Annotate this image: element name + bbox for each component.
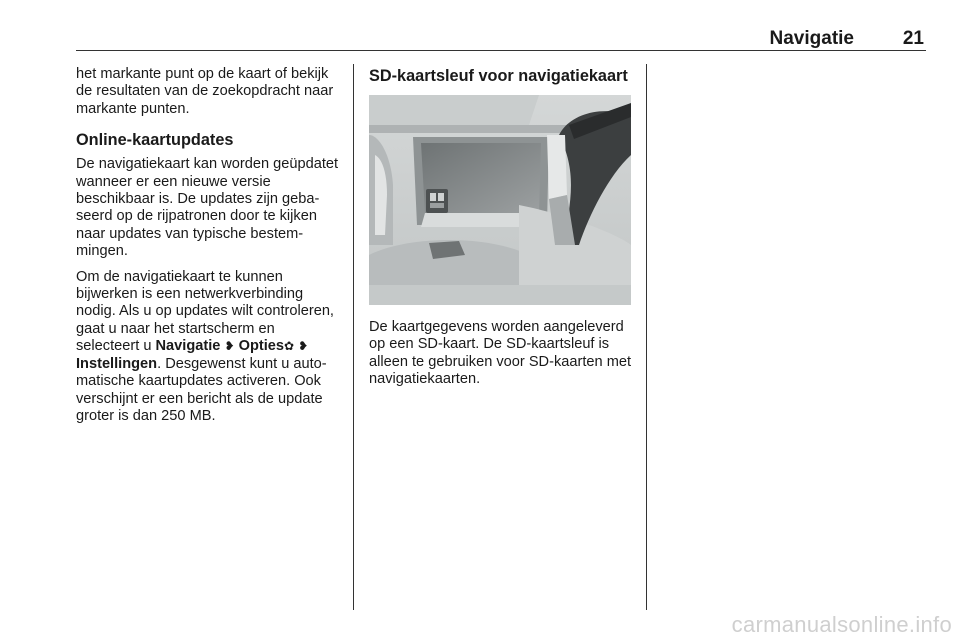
column-middle (369, 66, 633, 397)
section-heading-online-updates: Online-kaartupdates (76, 131, 234, 150)
sd-slot-illustration (369, 95, 631, 305)
column-divider (646, 64, 647, 610)
column-left (76, 66, 342, 433)
page-header (76, 28, 926, 51)
column-divider (353, 64, 354, 610)
watermark: carmanualsonline.info (731, 612, 952, 637)
paragraph-update-info: De navigatiekaart kan worden geüpdatet wanneer er een nieuwe versie beschikbaar is. De updates zijn gebaseerd op de rijpatronen door te kijken naar updates van typische bestemmingen. (76, 156, 339, 260)
paragraph-network: Om de navigatiekaart te kunnen bijwerken is een netwerkverbinding nodig. Als u op updates wilt controleren, gaat u naar het startscherm en selecteert u Navigatie ❥ Opties✿ ❥ Instellingen. Desgewenst kunt u automatische kaartupdates activeren. Ook verschijnt er een bericht als de update groter is dan 250 MB. (76, 268, 334, 424)
section-heading-sd-slot: SD-kaartsleuf voor navigatiekaart (369, 67, 628, 85)
arrow-icon: ❥ (298, 339, 309, 354)
page-number: 21 (902, 28, 924, 49)
menu-instellingen: Instellingen (76, 355, 158, 372)
menu-navigatie: Navigatie (155, 338, 221, 355)
arrow-icon: ❥ (224, 339, 235, 354)
paragraph-sd-card: De kaartgegevens worden aangeleverd op een SD-kaart. De SD-kaartsleuf is alleen te gebruiken voor SD-kaarten met navigatiekaarten. (369, 319, 632, 388)
paragraph-intro: het markante punt op de kaart of bekijk de resultaten van de zoekopdracht naar markante punten. (76, 66, 334, 117)
gear-icon: ✿ (284, 339, 295, 354)
menu-opties: Opties (238, 338, 285, 355)
page-title: Navigatie (769, 28, 854, 49)
